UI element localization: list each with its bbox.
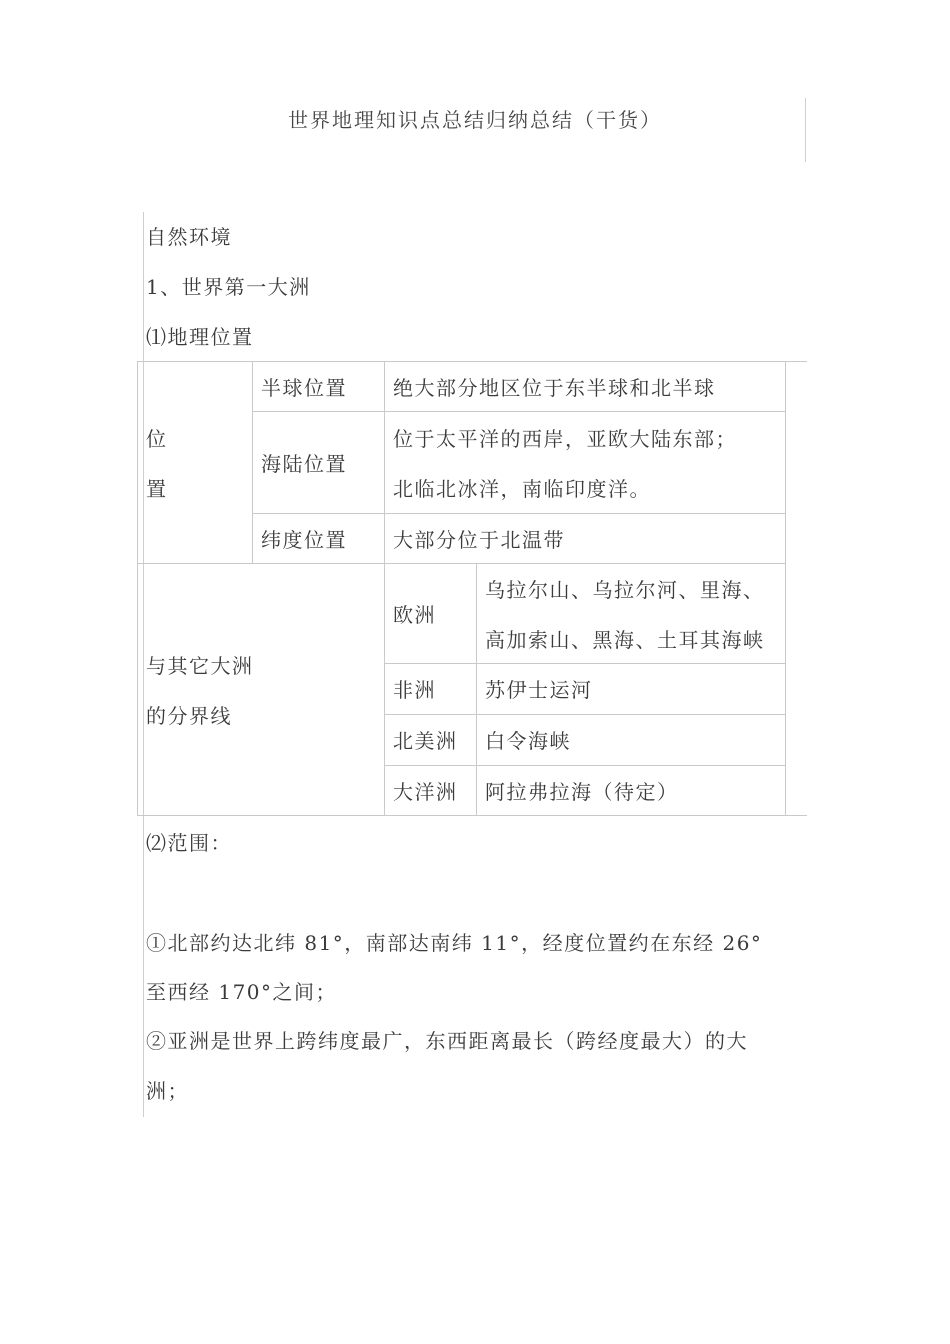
boundary-north-america: 白令海峡	[485, 729, 571, 753]
table-row-divider	[384, 714, 785, 715]
row-label-sea-land: 海陆位置	[261, 452, 347, 476]
page-title: 世界地理知识点总结归纳总结（干货）	[288, 108, 662, 132]
table-border-top	[137, 361, 807, 362]
row-label-latitude: 纬度位置	[261, 528, 347, 552]
location-table	[137, 361, 807, 816]
location-heading: ⑴地理位置	[146, 325, 254, 349]
continent-africa: 非洲	[393, 678, 436, 702]
range-point-1: ①北部约达北纬 81°，南部达南纬 11°，经度位置约在东经 26°	[146, 931, 763, 955]
table-row-divider	[384, 663, 785, 664]
boundary-label: 与其它大洲	[146, 654, 254, 678]
table-row-divider	[252, 513, 785, 514]
row-label-hemisphere: 半球位置	[261, 376, 347, 400]
boundary-oceania: 阿拉弗拉海（待定）	[485, 780, 679, 804]
section-heading: 自然环境	[146, 225, 232, 249]
table-row-divider	[384, 765, 785, 766]
range-point-2: 洲；	[146, 1079, 189, 1103]
row-value-hemisphere: 绝大部分地区位于东半球和北半球	[393, 376, 716, 400]
table-row-divider	[137, 563, 785, 564]
row-value-sea-land: 北临北冰洋，南临印度洋。	[393, 477, 651, 501]
range-point-1: 至西经 170°之间；	[146, 980, 338, 1004]
position-label: 置	[146, 477, 168, 501]
table-border-right	[785, 361, 786, 816]
row-value-latitude: 大部分位于北温带	[393, 528, 565, 552]
range-heading: ⑵范围：	[146, 831, 232, 855]
continent-north-america: 北美洲	[393, 729, 458, 753]
table-border-left	[137, 361, 138, 816]
table-border-bottom	[137, 815, 807, 816]
subheading: 1、世界第一大洲	[146, 275, 311, 299]
boundary-africa: 苏伊士运河	[485, 678, 593, 702]
row-value-sea-land: 位于太平洋的西岸，亚欧大陆东部；	[393, 427, 737, 451]
table-column-divider	[384, 361, 385, 816]
table-column-divider	[476, 563, 477, 816]
boundary-europe: 乌拉尔山、乌拉尔河、里海、	[485, 578, 765, 602]
continent-europe: 欧洲	[393, 603, 436, 627]
boundary-label: 的分界线	[146, 704, 232, 728]
range-point-2: ②亚洲是世界上跨纬度最广，东西距离最长（跨经度最大）的大	[146, 1029, 748, 1053]
table-column-divider	[252, 361, 253, 563]
position-label: 位	[146, 427, 168, 451]
margin-rule-right	[805, 98, 806, 162]
continent-oceania: 大洋洲	[393, 780, 458, 804]
boundary-europe: 高加索山、黑海、土耳其海峡	[485, 628, 765, 652]
table-row-divider	[252, 411, 785, 412]
